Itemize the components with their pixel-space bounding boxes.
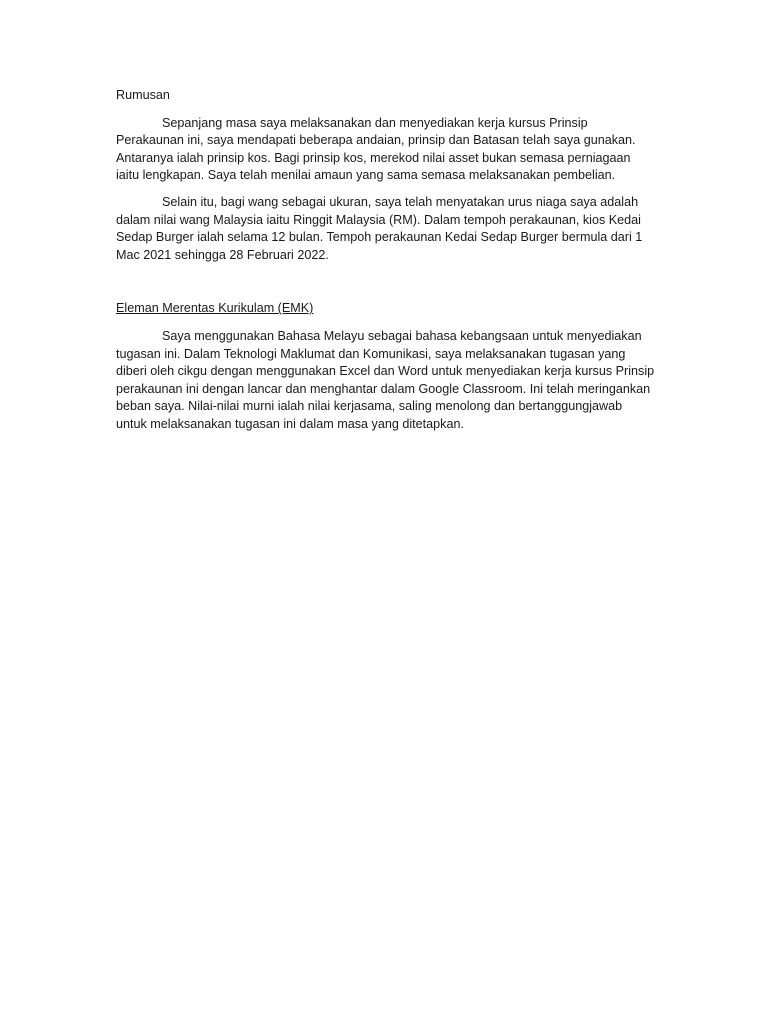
section-spacer (116, 273, 656, 300)
section-heading-rumusan: Rumusan (116, 88, 170, 102)
section-heading-emk: Eleman Merentas Kurikulam (EMK) (116, 301, 314, 316)
document-body (116, 87, 656, 443)
paragraph: Sepanjang masa saya melaksanakan dan menyediakan kerja kursus Prinsip Perakaunan ini, saya mendapati beberapa andaian, prinsip dan Batasan telah saya gunakan. Antaranya ialah prinsip kos. Bagi prinsip kos, merekod nilai asset bukan semasa perniagaan iaitu lengkapan. Saya telah menilai amaun yang sama semasa melaksanakan pembelian. (116, 115, 636, 183)
paragraph: Selain itu, bagi wang sebagai ukuran, saya telah menyatakan urus niaga saya adalah dalam nilai wang Malaysia iaitu Ringgit Malaysia (RM). Dalam tempoh perakaunan, kios Kedai Sedap Burger ialah selama 12 bulan. Tempoh perakaunan Kedai Sedap Burger bermula dari 1 Mac 2021 sehingga 28 Februari 2022. (116, 194, 643, 262)
paragraph: Saya menggunakan Bahasa Melayu sebagai bahasa kebangsaan untuk menyediakan tugasan ini. Dalam Teknologi Maklumat dan Komunikasi, saya melaksanakan tugasan yang diberi oleh cikgu dengan menggunakan Excel dan Word untuk menyediakan kerja kursus Prinsip perakaunan ini dengan lancar dan menghantar dalam Google Classroom. Ini telah meringankan beban saya. Nilai-nilai murni ialah nilai kerjasama, saling menolong dan bertanggungjawab untuk melaksanakan tugasan ini dalam masa yang ditetapkan. (116, 328, 655, 431)
